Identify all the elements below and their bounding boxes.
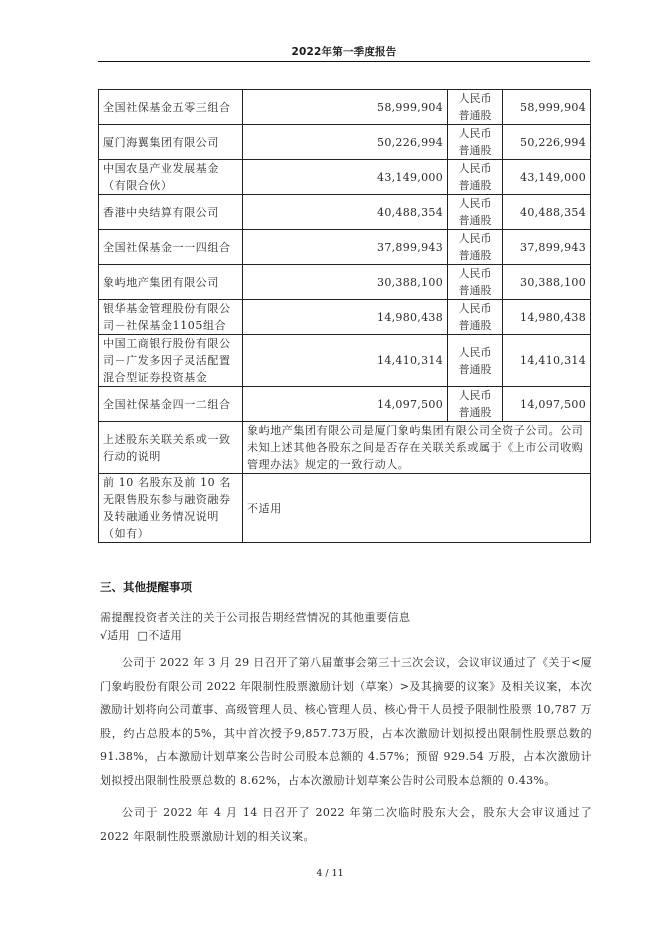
paragraph-incentive-plan: 公司于 2022 年 3 月 29 日召开了第八届董事会第三十三次会议，会议审议通过了《关于<厦门象屿股份有限公司 2022 年限制性股票激励计划（草案）>及其摘要的议案》及相关议案，本次激励计划将向公司董事、高级管理人员、核心管理人员、核心骨干人员授予限制性股票 10,787 万股，约占总股本的5%，其中首次授予9,857.73万股，占本次激励计划拟授出限制性股票总数的91.38%，占本激励计划草案公告时公司股本总额的 4.57%；预留 929.54 万股，占本次激励计划拟授出限制性股票总数的 8.62%，占本次激励计划草案公告时公司股本总额的 0.43%。 [100,656,592,787]
share-quantity: 14,980,438 [503,300,591,335]
shares-held: 43,149,000 [243,160,448,195]
related-party-row [99,422,591,474]
share-type-line2: 普通股 [458,406,492,419]
applicable-checked-option: √适用 [100,629,130,642]
not-applicable-option: □不适用 [137,629,183,642]
table-row [99,265,591,300]
margin-trading-label: 前 10 名股东及前 10 名无限售股东参与融资融券及转融通业务情况说明（如有） [99,474,243,543]
share-type [448,160,503,195]
shareholder-name: 香港中央结算有限公司 [99,195,243,230]
share-type [448,335,503,387]
margin-trading-row [99,474,591,543]
share-quantity: 43,149,000 [503,160,591,195]
shareholder-name: 全国社保基金四一二组合 [99,387,243,422]
related-party-label: 上述股东关联关系或一致行动的说明 [99,422,243,474]
related-party-text: 象屿地产集团有限公司是厦门象屿集团有限公司全资子公司。公司未知上述其他各股东之间是否存在关联关系或属于《上市公司收购管理办法》规定的一致行动人。 [243,422,591,474]
share-type-line1: 人民币 [458,127,492,140]
share-type-line2: 普通股 [458,362,492,376]
paragraph-shareholder-meeting: 公司于 2022 年 4 月 14 日召开了 2022 年第二次临时股东大会，股东大会审议通过了 2022 年限制性股票激励计划的相关议案。 [100,806,592,843]
shareholder-name: 中国农垦产业发展基金（有限合伙） [99,160,243,195]
share-type [448,265,503,300]
table-row [99,230,591,265]
share-type-line1: 人民币 [458,92,492,105]
share-type-line2: 普通股 [458,214,492,227]
shareholder-name: 全国社保基金五零三组合 [99,90,243,125]
share-type-line1: 人民币 [458,162,492,175]
page-header-title: 2022年第一季度报告 [291,46,397,58]
page-number: 4 / 11 [316,868,344,879]
shares-held: 14,097,500 [243,387,448,422]
section-title-other-reminders: 三、其他提醒事项 [100,580,192,594]
share-type [448,300,503,335]
share-type-line1: 人民币 [458,197,492,210]
top-shareholders-table [98,89,591,543]
share-type-line2: 普通股 [458,144,492,157]
shares-held: 14,980,438 [243,300,448,335]
share-type [448,230,503,265]
table-row [99,195,591,230]
header-divider [98,61,590,62]
share-type-line1: 人民币 [458,267,492,280]
notice-text: 需提醒投资者关注的关于公司报告期经营情况的其他重要信息 [100,611,411,624]
share-type-line1: 人民币 [458,232,492,245]
share-type-line1: 人民币 [458,302,492,315]
share-type [448,125,503,160]
share-quantity: 14,410,314 [503,335,591,387]
share-quantity: 50,226,994 [503,125,591,160]
share-type-line2: 普通股 [458,319,492,332]
share-type-line1: 人民币 [458,389,492,402]
margin-trading-text: 不适用 [243,474,591,543]
applicability-options [100,627,592,644]
shares-held: 58,999,904 [243,90,448,125]
share-quantity: 58,999,904 [503,90,591,125]
shares-held: 37,899,943 [243,230,448,265]
shareholder-name: 全国社保基金一一四组合 [99,230,243,265]
shares-held: 30,388,100 [243,265,448,300]
share-type [448,387,503,422]
table-row [99,160,591,195]
share-type-line1: 人民币 [458,345,492,359]
share-type [448,195,503,230]
table-row [99,125,591,160]
share-type-line2: 普通股 [458,109,492,122]
table-row [99,90,591,125]
shareholder-name: 象屿地产集团有限公司 [99,265,243,300]
share-quantity: 37,899,943 [503,230,591,265]
share-type-line2: 普通股 [458,179,492,192]
table-row [99,335,591,387]
shares-held: 40,488,354 [243,195,448,230]
table-row [99,387,591,422]
shares-held: 50,226,994 [243,125,448,160]
share-quantity: 40,488,354 [503,195,591,230]
shareholder-name: 厦门海翼集团有限公司 [99,125,243,160]
table-row [99,300,591,335]
share-type-line2: 普通股 [458,284,492,297]
share-quantity: 30,388,100 [503,265,591,300]
share-quantity: 14,097,500 [503,387,591,422]
shareholder-name: 银华基金管理股份有限公司－社保基金1105组合 [99,300,243,335]
share-type [448,90,503,125]
shareholder-name: 中国工商银行股份有限公司－广发多因子灵活配置混合型证券投资基金 [99,335,243,387]
share-type-line2: 普通股 [458,249,492,262]
shares-held: 14,410,314 [243,335,448,387]
